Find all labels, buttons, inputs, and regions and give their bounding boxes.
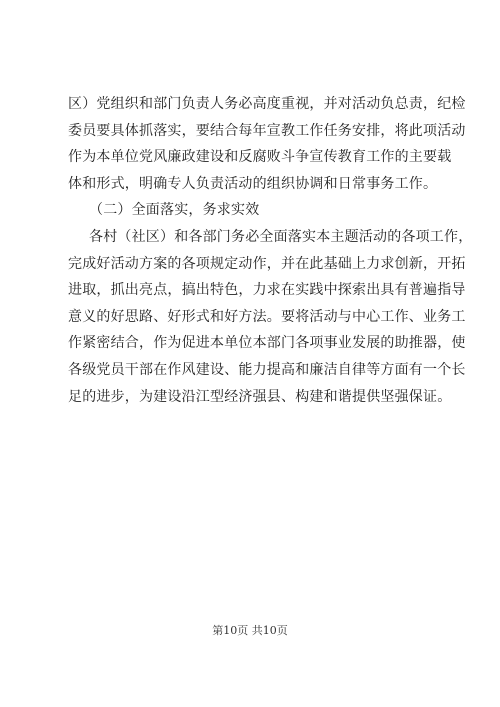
paragraph-line: 作为本单位党风廉政建设和反腐败斗争宣传教育工作的主要载: [68, 149, 452, 166]
body-text: [68, 91, 473, 410]
paragraph-line: 各级党员干部在作风建设、能力提高和廉洁自律等方面有一个长: [68, 361, 466, 378]
section-heading: （二）全面落实，务求实效: [89, 202, 260, 219]
paragraph-line: 进取，抓出亮点，搞出特色，力求在实践中探索出具有普遍指导: [68, 282, 466, 299]
paragraph-line: 完成好活动方案的各项规定动作，并在此基础上力求创新，开拓: [68, 255, 466, 272]
paragraph-line: 体和形式，明确专人负责活动的组织协调和日常事务工作。: [68, 175, 438, 192]
paragraph-line: 作紧密结合，作为促进本单位本部门各项事业发展的助推器，使: [68, 335, 466, 352]
paragraph-line: 足的进步，为建设沿江型经济强县、构建和谐提供坚强保证。: [68, 388, 452, 405]
page-footer: [0, 622, 500, 638]
paragraph-line: 区）党组织和部门负责人务必高度重视，并对活动负总责，纪检: [68, 96, 466, 112]
page-number: 第10页 共10页: [212, 624, 288, 637]
paragraph-line: 各村（社区）和各部门务必全面落实本主题活动的各项工作，: [89, 228, 473, 245]
paragraph-line: 意义的好思路、好形式和好方法。要将活动与中心工作、业务工: [68, 308, 466, 325]
paragraph-line: 委员要具体抓落实，要结合每年宣教工作任务安排，将此项活动: [68, 122, 466, 139]
